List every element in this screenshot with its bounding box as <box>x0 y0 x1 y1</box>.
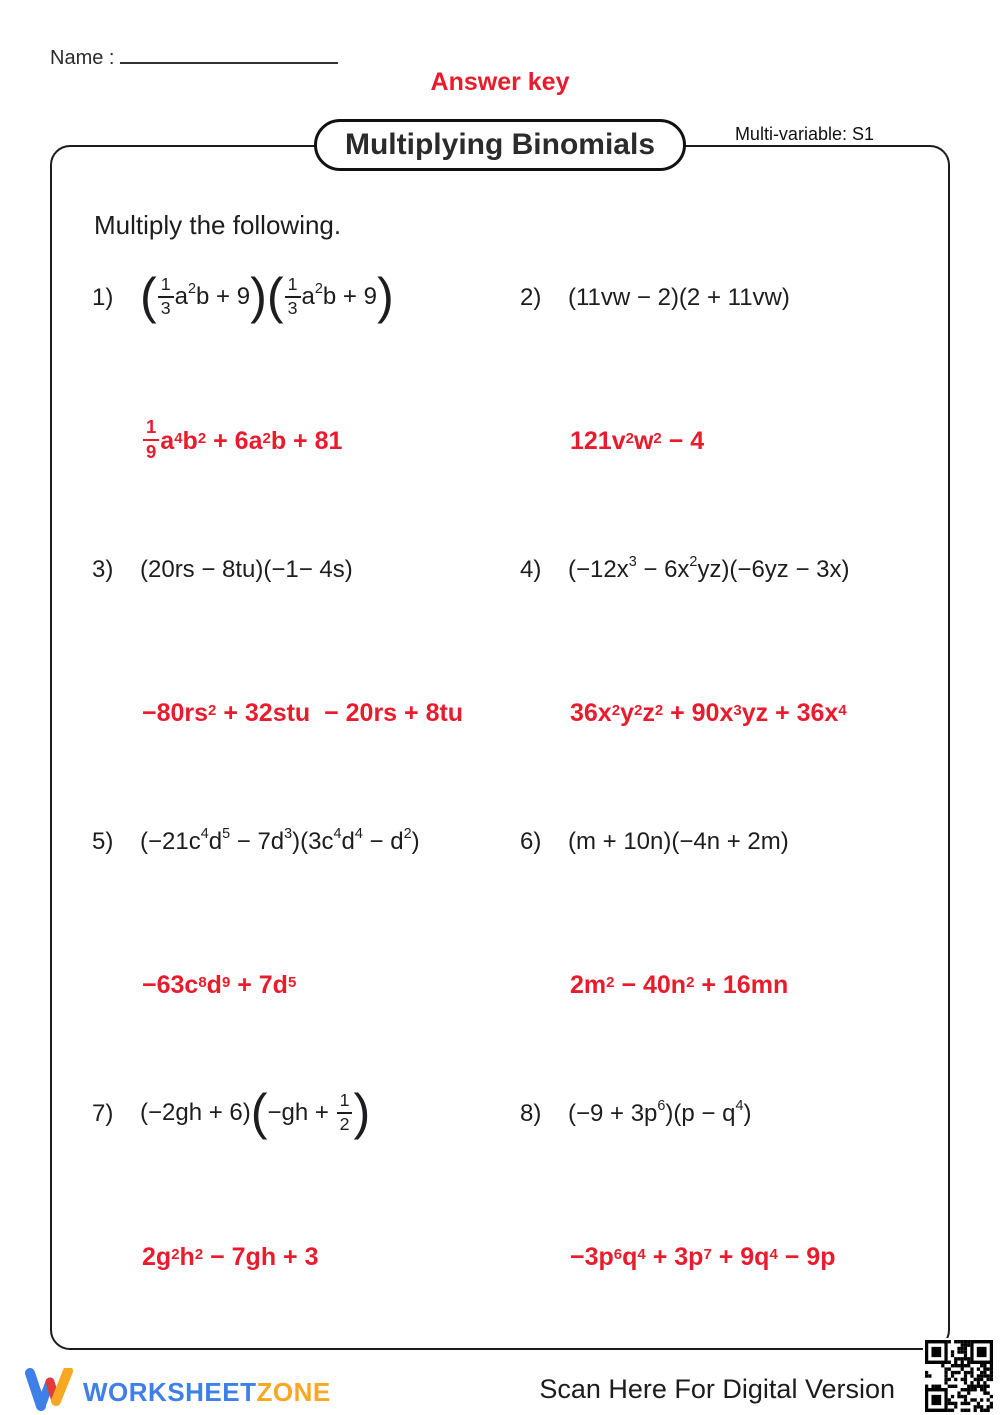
problem-expression: ( $\frac{1}{3}$ $a^2b + 9$)( $\frac{1}{3}$ $a^2b + 9$) <box>140 266 394 324</box>
name-row <box>50 46 338 70</box>
problem-expression: (−2gh + 6)(−gh + $\frac{1}{2}$ ) <box>140 1082 371 1140</box>
problem-expression: $(-9 + 3p^6)(p - q^4)$ <box>568 1097 752 1127</box>
instruction-text: Multiply the following. <box>94 210 342 240</box>
problem-cell-6 <box>520 791 928 1063</box>
problem-number: 6) <box>520 828 542 855</box>
problems-grid <box>92 247 928 1335</box>
problem-answer: −80rs $^2$ + 32stu − 20rs + 8tu <box>142 698 464 727</box>
footer <box>25 1360 1000 1415</box>
worksheetzone-logo-icon <box>25 1368 73 1415</box>
problem-cell-3 <box>92 519 520 791</box>
name-label: Name : <box>50 47 115 69</box>
problem-answer: −63c $^8$ d $^9$ + 7d $^5$ <box>142 970 297 999</box>
problem-answer: 2g $^2$ h $^2$ − 7gh + 3 <box>142 1242 319 1271</box>
problem-number: 5) <box>92 828 114 855</box>
answer-key-heading: Answer key <box>430 68 570 96</box>
problem-expression: $(-21c^4d^5 - 7d^3)(3c^4d^4 - d^2)$ <box>140 825 420 855</box>
brand-text-secondary: ZONE <box>256 1377 331 1407</box>
worksheet-body-box <box>50 145 950 1350</box>
problem-cell-5 <box>92 791 520 1063</box>
problem-number: 3) <box>92 556 114 583</box>
problem-number: 7) <box>92 1100 114 1127</box>
problem-number: 1) <box>92 284 114 311</box>
variant-label: Multi-variable: S1 <box>734 124 874 144</box>
problem-answer: −3p $^6$ q $^4$ + 3p $^7$ + 9q $^4$ − 9p <box>570 1242 836 1271</box>
scan-instruction-text: Scan Here For Digital Version <box>539 1374 895 1404</box>
problem-answer: $\frac{1}{9}$ a $^4$ b $^2$ + 6a $^2$ b + 81 <box>142 415 520 467</box>
problem-cell-7 <box>92 1063 520 1335</box>
problem-cell-2 <box>520 247 928 519</box>
problem-expression: $(-12x^3 - 6x^2yz)(-6yz - 3x)$ <box>568 553 850 583</box>
name-blank-line <box>120 46 338 64</box>
problem-answer: 121v $^2$ w $^2$ − 4 <box>570 426 705 455</box>
problem-cell-8 <box>520 1063 928 1335</box>
problem-number: 4) <box>520 556 542 583</box>
worksheet-title: Multiplying Binomials <box>314 119 686 171</box>
problem-expression: (m + 10n)(−4n + 2m) <box>568 828 789 855</box>
problem-cell-1 <box>92 247 520 519</box>
brand-text-primary: WORKSHEET <box>83 1377 257 1407</box>
qr-code <box>923 1338 995 1414</box>
problem-cell-4 <box>520 519 928 791</box>
problem-expression: (11vw − 2)(2 + 11vw) <box>568 284 790 311</box>
problem-number: 8) <box>520 1100 542 1127</box>
problem-answer: 36x $^2$ y $^2$ z $^2$ + 90x $^3$ yz + 36x $^4$ <box>570 698 847 727</box>
brand-logo <box>25 1368 331 1415</box>
problem-number: 2) <box>520 284 542 311</box>
problem-answer: 2m $^2$ − 40n $^2$ + 16mn <box>570 970 789 999</box>
problem-expression: (20rs − 8tu)(−1− 4s) <box>140 556 353 583</box>
